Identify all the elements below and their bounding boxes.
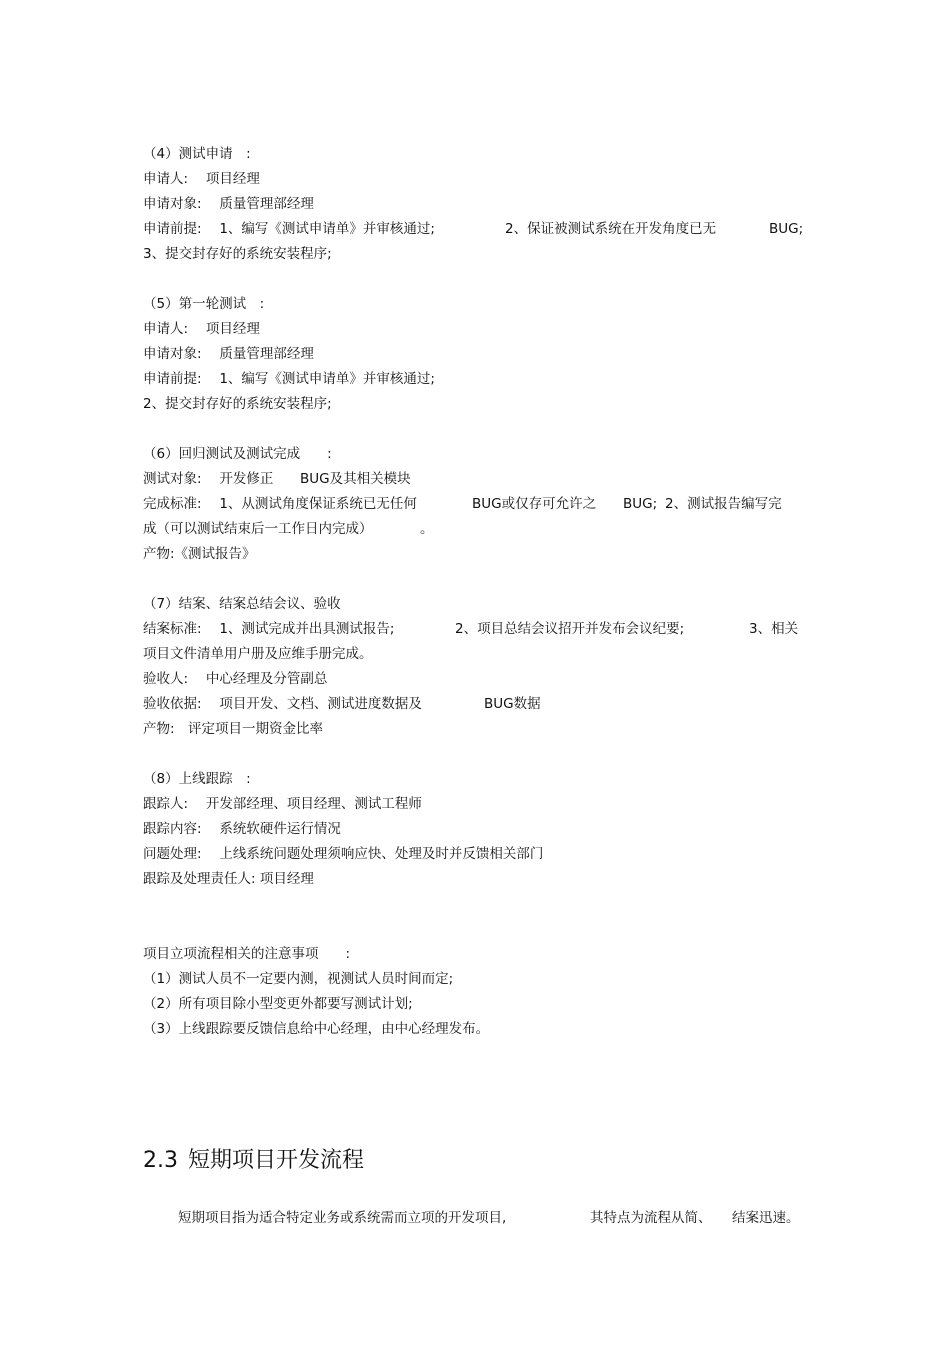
s4-pre-b: 2、保证被测试系统在开发角度已无 <box>505 221 717 237</box>
s5-pre-b: 2、提交封存好的系统安装程序; <box>143 396 332 412</box>
s8-owner: 跟踪及处理责任人: 项目经理 <box>143 871 314 887</box>
s7-std-d: 项目文件清单用户册及应维手册完成。 <box>143 646 373 662</box>
s6-std-f: 。 <box>420 521 434 537</box>
s7-basis-a: 验收依据: 项目开发、文档、测试进度数据及 <box>143 696 422 712</box>
s6-title: （6）回归测试及测试完成 : <box>143 446 332 462</box>
s6-object-a: 测试对象: 开发修正 <box>143 471 274 487</box>
note-3: （3）上线跟踪要反馈信息给中心经理，由中心经理发布。 <box>143 1021 490 1037</box>
s6-std-d: 2、测试报告编写完 <box>665 496 782 512</box>
note-2: （2）所有项目除小型变更外都要写测试计划; <box>143 996 413 1012</box>
s4-target: 申请对象: 质量管理部经理 <box>143 196 314 212</box>
notes-title: 项目立项流程相关的注意事项 : <box>143 946 351 962</box>
s7-title: （7）结案、结案总结会议、验收 <box>143 596 341 612</box>
s8-title: （8）上线跟踪 : <box>143 771 251 787</box>
s8-issue: 问题处理: 上线系统问题处理须响应快、处理及时并反馈相关部门 <box>143 846 544 862</box>
section-heading <box>143 1146 364 1176</box>
s7-basis-b: BUG数据 <box>484 696 541 712</box>
s8-content: 跟踪内容: 系统软硬件运行情况 <box>143 821 341 837</box>
s6-product: 产物:《测试报告》 <box>143 546 256 562</box>
s5-title: （5）第一轮测试 : <box>143 296 265 312</box>
s6-object-line <box>143 470 543 488</box>
s6-standard-line <box>143 495 803 513</box>
s6-standard-line-2 <box>143 520 543 538</box>
s6-object-b: BUG及其相关模块 <box>300 471 411 487</box>
s5-applicant: 申请人: 项目经理 <box>143 321 260 337</box>
s8-tracker: 跟踪人: 开发部经理、项目经理、测试工程师 <box>143 796 422 812</box>
s5-pre-a: 申请前提: 1、编写《测试申请单》并审核通过; <box>143 371 435 387</box>
s7-acceptor: 验收人: 中心经理及分管副总 <box>143 671 328 687</box>
para-b: 其特点为流程从简、 <box>590 1210 712 1226</box>
s7-std-a: 结案标准: 1、测试完成并出具测试报告; <box>143 621 395 637</box>
section-title: 短期项目开发流程 <box>188 1148 365 1173</box>
para-c: 结案迅速。 <box>732 1210 800 1226</box>
s6-std-c: BUG; <box>623 496 658 512</box>
s7-product: 产物: 评定项目一期资金比率 <box>143 721 324 737</box>
s4-precondition-line <box>143 220 803 238</box>
s4-title: （4）测试申请 : <box>143 146 251 162</box>
s7-std-c: 3、相关 <box>749 621 799 637</box>
s7-basis-line <box>143 695 603 713</box>
note-1: （1）测试人员不一定要内测，视测试人员时间而定; <box>143 971 454 987</box>
s4-applicant: 申请人: 项目经理 <box>143 171 260 187</box>
section-paragraph <box>178 1209 808 1227</box>
s7-standard-line <box>143 620 805 638</box>
s4-pre-c: BUG; <box>769 221 804 237</box>
s4-pre-d: 3、提交封存好的系统安装程序; <box>143 246 332 262</box>
s6-std-b: BUG或仅存可允许之 <box>472 496 597 512</box>
para-a: 短期项目指为适合特定业务或系统需而立项的开发项目, <box>178 1210 507 1226</box>
s6-std-e: 成（可以测试结束后一工作日内完成） <box>143 521 373 537</box>
s4-pre-a: 申请前提: 1、编写《测试申请单》并审核通过; <box>143 221 435 237</box>
s6-std-a: 完成标准: 1、从测试角度保证系统已无任何 <box>143 496 417 512</box>
s5-target: 申请对象: 质量管理部经理 <box>143 346 314 362</box>
s7-std-b: 2、项目总结会议招开并发布会议纪要; <box>455 621 685 637</box>
section-number: 2.3 <box>143 1148 178 1173</box>
